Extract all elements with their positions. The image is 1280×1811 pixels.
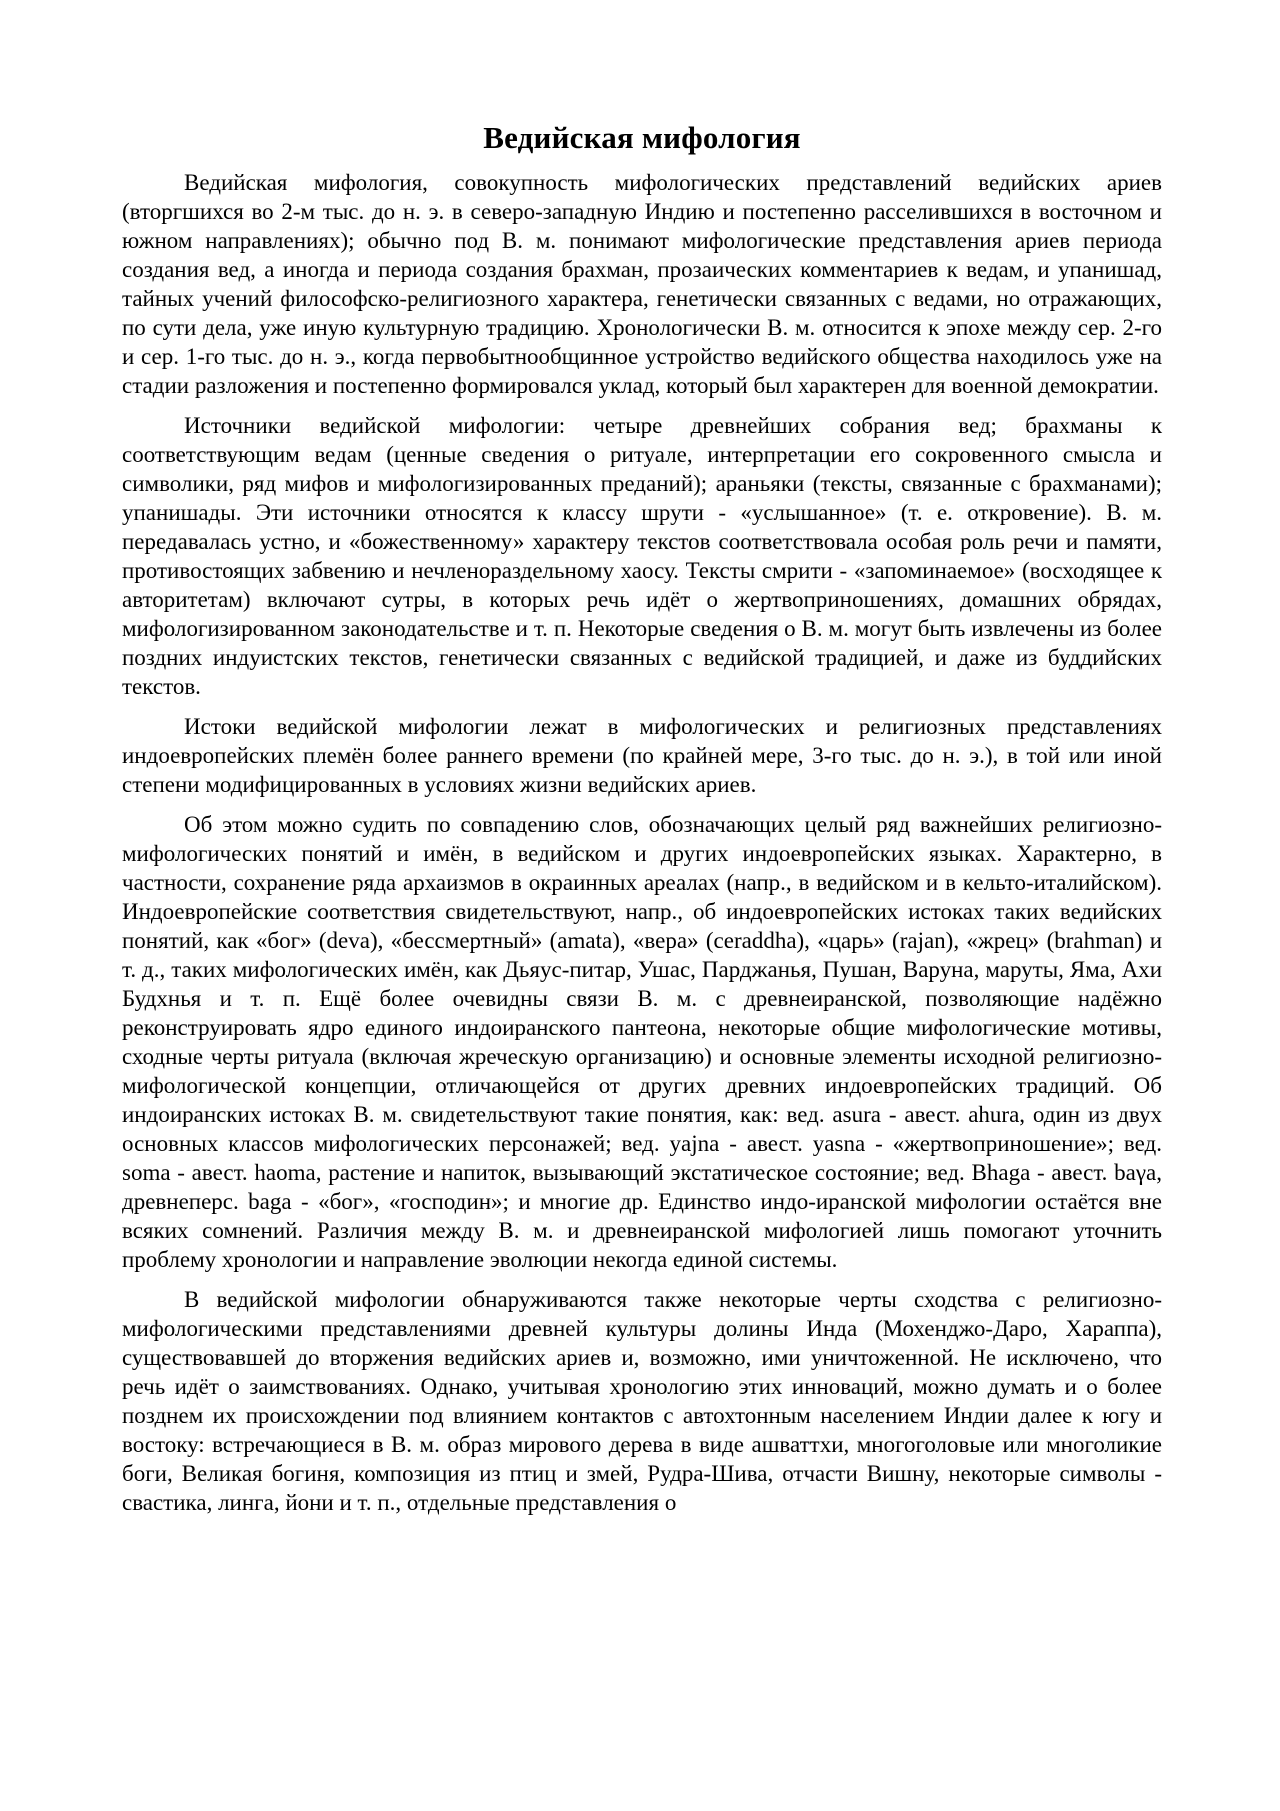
paragraph-indus-valley: В ведийской мифологии обнаруживаются также некоторые черты сходства с религиозно-мифологическими представлениями древней культуры долины Инда (Мохенджо-Даро, Хараппа), существовавшей до вторжения ведийских ариев и, возможно, ими уничтоженной. Не исключено, что речь идёт о заимствованиях. Однако, учитывая хронологию этих инноваций, можно думать и о более позднем их происхождении под влиянием контактов с автохтонным населением Индии далее к югу и востоку: встречающиеся в В. м. образ мирового дерева в виде ашваттхи, многоголовые или многоликие боги, Великая богиня, композиция из птиц и змей, Рудра-Шива, отчасти Вишну, некоторые символы - свастика, линга, йони и т. п., отдельные представления о: [122, 1287, 1162, 1515]
document-body: [122, 118, 1162, 1528]
paragraph-intro: Ведийская мифология, совокупность мифологических представлений ведийских ариев (вторгшихся во 2-м тыс. до н. э. в северо-западную Индию и постепенно расселившихся в восточном и южном направлениях); обычно под В. м. понимают мифологические представления ариев периода создания вед, а иногда и периода создания брахман, прозаических комментариев к ведам, и упанишад, тайных учений философско-религиозного характера, генетически связанных с ведами, но отражающих, по сути дела, уже иную культурную традицию. Хронологически В. м. относится к эпохе между сер. 2-го и сер. 1-го тыс. до н. э., когда первобытнообщинное устройство ведийского общества находилось уже на стадии разложения и постепенно формировался уклад, который был характерен для военной демократии.: [122, 170, 1162, 398]
paragraph-origins: Истоки ведийской мифологии лежат в мифологических и религиозных представлениях индоевропейских племён более раннего времени (по крайней мере, 3-го тыс. до н. э.), в той или иной степени модифицированных в условиях жизни ведийских ариев.: [122, 714, 1162, 797]
paragraph-sources: Источники ведийской мифологии: четыре древнейших собрания вед; брахманы к соответствующим ведам (ценные сведения о ритуале, интерпретации его сокровенного смысла и символики, ряд мифов и мифологизированных преданий); араньяки (тексты, связанные с брахманами); упанишады. Эти источники относятся к классу шрути - «услышанное» (т. е. откровение). В. м. передавалась устно, и «божественному» характеру текстов соответствовала особая роль речи и памяти, противостоящих забвению и нечленораздельному хаосу. Тексты смрити - «запоминаемое» (восходящее к авторитетам) включают сутры, в которых речь идёт о жертвоприношениях, домашних обрядах, мифологизированном законодательстве и т. п. Некоторые сведения о В. м. могут быть извлечены из более поздних индуистских текстов, генетически связанных с ведийской традицией, и даже из буддийских текстов.: [122, 413, 1162, 699]
paragraph-indo-european: Об этом можно судить по совпадению слов, обозначающих целый ряд важнейших религиозно-мифологических понятий и имён, в ведийском и других индоевропейских языках. Характерно, в частности, сохранение ряда архаизмов в окраинных ареалах (напр., в ведийском и в кельто-италийском). Индоевропейские соответствия свидетельствуют, напр., об индоевропейских истоках таких ведийских понятий, как «бог» (deva), «бессмертный» (amata), «вера» (ceraddha), «царь» (rajan), «жрец» (brahman) и т. д., таких мифологических имён, как Дьяус-питар, Ушас, Парджанья, Пушан, Варуна, маруты, Яма, Ахи Будхнья и т. п. Ещё более очевидны связи В. м. с древнеиранской, позволяющие надёжно реконструировать ядро единого индоиранского пантеона, некоторые общие мифологические мотивы, сходные черты ритуала (включая жреческую организацию) и основные элементы исходной религиозно-мифологической концепции, отличающейся от других древних индоевропейских традиций. Об индоиранских истоках В. м. свидетельствуют такие понятия, как: вед. asura - авест. ahura, один из двух основных классов мифологических персонажей; вед. yajna - авест. yasna - «жертвоприношение»; вед. soma - авест. haoma, растение и напиток, вызывающий экстатическое состояние; вед. Bhaga - авест. baγa, древнеперс. baga - «бог», «господин»; и многие др. Единство индо-иранской мифологии остаётся вне всяких сомнений. Различия между В. м. и древнеиранской мифологией лишь помогают уточнить проблему хронологии и направление эволюции некогда единой системы.: [122, 812, 1162, 1272]
document-title: Ведийская мифология: [483, 120, 801, 155]
